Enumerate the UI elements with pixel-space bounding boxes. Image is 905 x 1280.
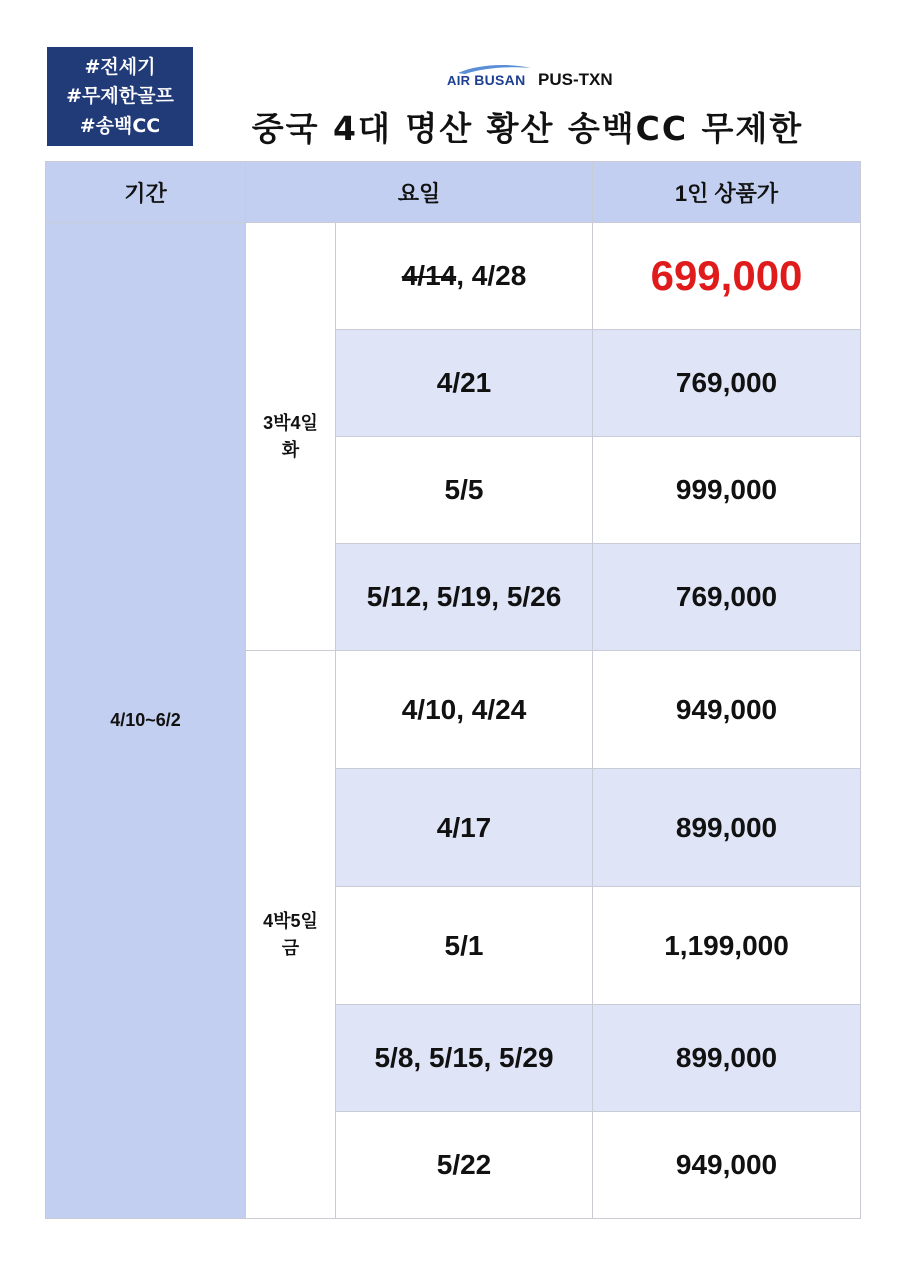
departure-date: 4/21	[336, 330, 593, 437]
price: 949,000	[593, 651, 861, 769]
table-row	[46, 223, 861, 330]
departure-date: 4/14, 4/28	[336, 223, 593, 330]
cancelled-date: 4/14	[401, 260, 457, 291]
price: 1,199,000	[593, 887, 861, 1005]
hashtag-unlimited-golf: #무제한골프	[66, 85, 174, 107]
price: 899,000	[593, 769, 861, 887]
price-highlight: 699,000	[593, 223, 861, 330]
departure-date: 5/12, 5/19, 5/26	[336, 544, 593, 651]
header-day: 요일	[246, 162, 593, 223]
price-table	[45, 161, 861, 1219]
price: 949,000	[593, 1112, 861, 1219]
price: 769,000	[593, 544, 861, 651]
departure-date: 4/17	[336, 769, 593, 887]
departure-date: 5/22	[336, 1112, 593, 1219]
hashtag-songbaek-cc: #송백CC	[79, 114, 161, 137]
table-header-row	[46, 162, 861, 223]
departure-date: 5/5	[336, 437, 593, 544]
hashtag-box	[47, 47, 193, 146]
header-period: 기간	[46, 162, 246, 223]
departure-date: 4/10, 4/24	[336, 651, 593, 769]
departure-date: 5/1	[336, 887, 593, 1005]
hashtag-charter: #전세기	[84, 55, 156, 78]
header-price: 1인 상품가	[593, 162, 861, 223]
departure-date: 5/8, 5/15, 5/29	[336, 1005, 593, 1112]
airline-name: AIR BUSAN	[447, 72, 526, 88]
price: 899,000	[593, 1005, 861, 1112]
page-title: 중국 4대 명산 황산 송백CC 무제한	[251, 109, 804, 148]
period-cell: 4/10~6/2	[46, 223, 246, 1219]
price: 769,000	[593, 330, 861, 437]
price: 999,000	[593, 437, 861, 544]
trip-type-4n5d: 4박5일 금	[246, 651, 336, 1219]
route-code: PUS-TXN	[538, 70, 613, 89]
trip-type-3n4d: 3박4일 화	[246, 223, 336, 651]
